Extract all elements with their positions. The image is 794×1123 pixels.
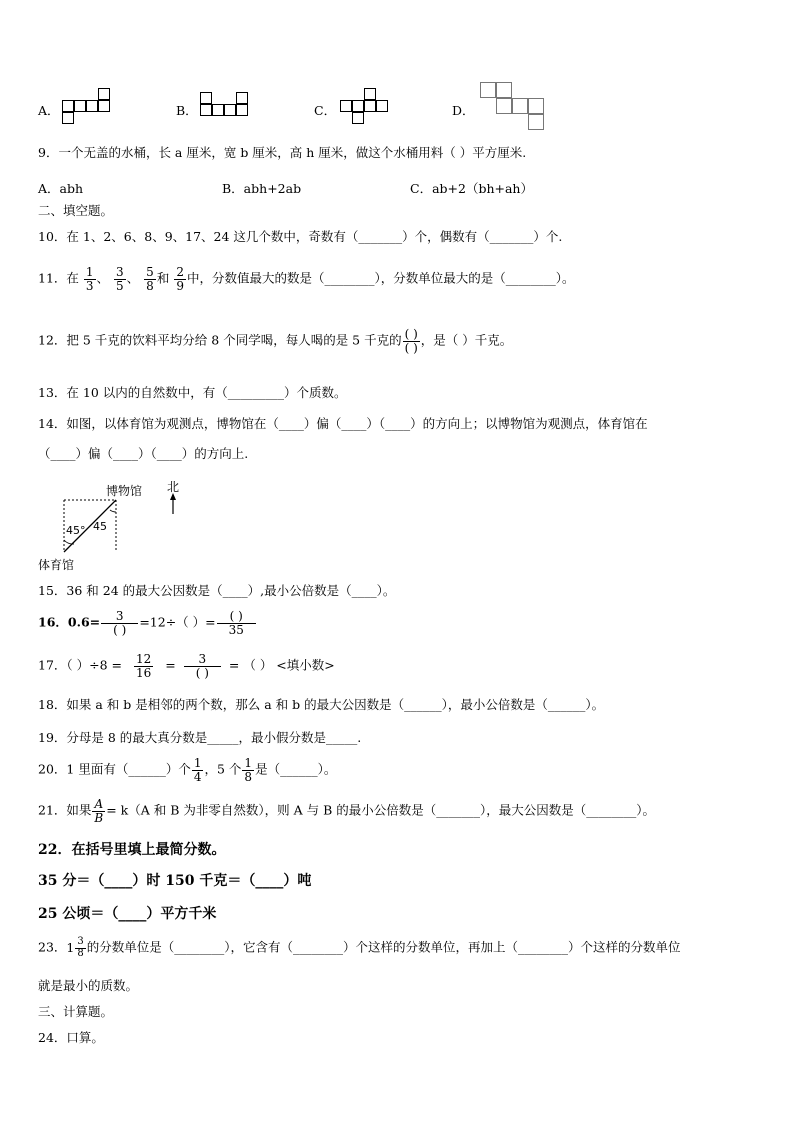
q24: 24．口算。 [38,1030,104,1045]
q8-option-c-label: C． [314,103,337,118]
q9-option-c: C．ab+2（bh+ah） [410,181,533,196]
stadium-label: 体育馆 [38,558,75,572]
angle-label-1: 45° [66,524,86,537]
q11-fraction-2: $\frac{3}{5}$ [116,265,124,293]
q19: 19．分母是 8 的最大真分数是_____，最小假分数是_____. [38,730,362,745]
q16-fraction-2: $\frac{( )}{35}$ [217,610,256,636]
q9-option-a: A．abh [38,181,84,196]
q11: 11．在 $\frac{1}{3}$ 、 $\frac{3}{5}$ 、 $\frac{5}{8}$ 和 $\frac{2}{9}$ 中，分数值最大的数是（________），分数单位最大的是（________）。 [38,265,575,293]
q8-option-b-label: B． [176,103,198,118]
north-label: 北 [167,480,180,494]
q8-option-d-label: D． [452,103,475,118]
q14-line-2: （____）偏（____）（____）的方向上. [38,446,249,461]
section-2-heading: 二、填空题。 [38,203,114,218]
q9-stem: 9．一个无盖的水桶，长 a 厘米，宽 b 厘米，高 h 厘米，做这个水桶用料（ ）平方厘米. [38,145,527,160]
q23-line-2: 就是最小的质数。 [38,978,139,993]
q14-line-1: 14．如图，以体育馆为观测点，博物馆在（____）偏（____）（____）的方向上；以博物馆为观测点，体育馆在 [38,416,648,431]
q22-line-2: 25 公顷＝（____）平方千米 [38,906,217,922]
q12: 12．把 5 千克的饮料平均分给 8 个同学喝，每人喝的是 5 千克的 $\frac{( )}{( )}$ ，是（ ）千克。 [38,327,513,355]
q21: 21．如果 $\frac{A}{B}$ = k（A 和 B 为非零自然数），则 A 与 B 的最小公倍数是（_______），最大公因数是（________）。 [38,797,655,825]
q20: 20．1 里面有（______）个 $\frac{1}{4}$ ，5 个 $\frac{1}{8}$ 是（______）。 [38,756,337,784]
q23-mixed-number: 1 $\frac{3}{8}$ [66,936,84,959]
q21-fraction: $\frac{A}{B}$ [94,797,104,825]
section-3-heading: 三、计算题。 [38,1004,114,1019]
q20-fraction-2: $\frac{1}{8}$ [244,756,253,784]
q17: 17．（ ）÷8 = $\frac{12}{16}$ = $\frac{3}{( )}$ = （ ） <填小数> [38,652,335,680]
q11-fraction-3: $\frac{5}{8}$ [146,265,154,293]
q11-fraction-1: $\frac{1}{3}$ [85,265,94,293]
q9-option-b: B．abh+2ab [222,181,302,196]
q23: 23． 1 $\frac{3}{8}$ 的分数单位是（________），它含有（________）个这样的分数单位，再加上（________）个这样的分数单位 [38,936,681,959]
q22-line-1: 35 分＝（____）时 150 千克＝（____）吨 [38,873,312,889]
q10: 10．在 1、2、6、8、9、17、24 这几个数中，奇数有（_______）个，偶数有（_______）个. [38,229,563,244]
q8-option-a-label: A． [38,103,60,118]
q18: 18．如果 a 和 b 是相邻的两个数，那么 a 和 b 的最大公因数是（______），最小公倍数是（______）。 [38,697,605,712]
q13: 13．在 10 以内的自然数中，有（_________）个质数。 [38,385,347,400]
museum-label: 博物馆 [106,484,143,498]
q15: 15．36 和 24 的最大公因数是（____）,最小公倍数是（____）。 [38,583,396,598]
q17-fraction-1: $\frac{12}{16}$ [136,652,152,680]
q20-fraction-1: $\frac{1}{4}$ [193,756,202,784]
q16: 16．0.6= $\frac{3}{( )}$ =12÷（ ）= $\frac{( )}{35}$ [38,610,257,636]
q17-fraction-2: $\frac{3}{( )}$ [184,653,221,679]
q11-fraction-4: $\frac{2}{9}$ [176,265,184,293]
angle-label-2: 45 [93,520,107,533]
direction-diagram [38,478,198,570]
q16-fraction-1: $\frac{3}{( )}$ [101,610,138,636]
q12-fraction: $\frac{( )}{( )}$ [404,327,418,355]
q22-title: 22．在括号里填上最简分数。 [38,842,226,858]
